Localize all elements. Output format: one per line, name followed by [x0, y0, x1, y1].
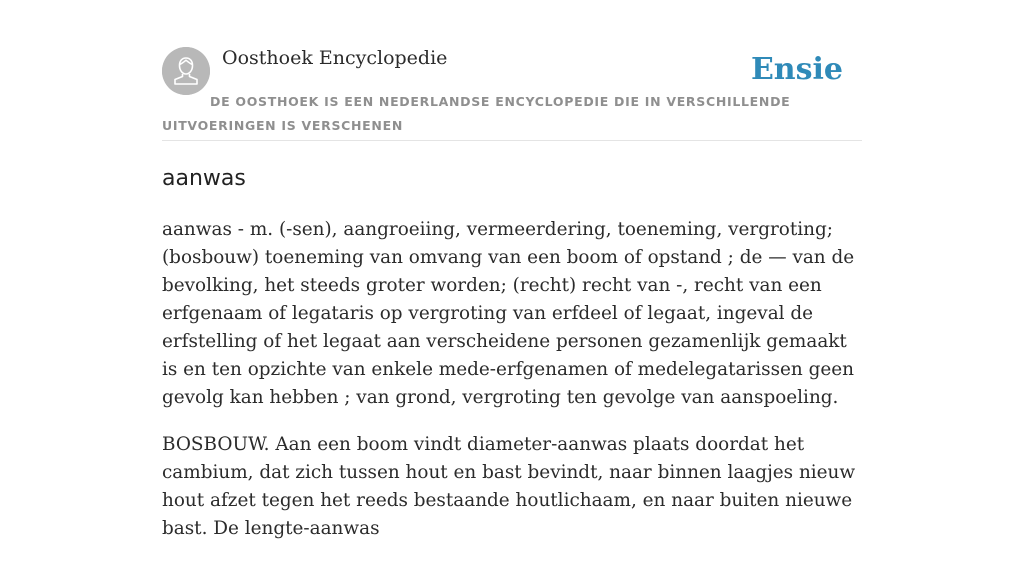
- brand-logo[interactable]: Ensie: [750, 52, 843, 87]
- site-tagline: DE OOSTHOEK IS EEN NEDERLANDSE ENCYCLOPEDIE DIE IN VERSCHILLENDE UITVOERINGEN IS VERSCHENEN: [162, 94, 791, 133]
- entry-content: [162, 216, 862, 562]
- entry-title: aanwas: [162, 166, 246, 191]
- site-name[interactable]: Oosthoek Encyclopedie: [222, 47, 448, 69]
- site-header: [162, 46, 862, 141]
- user-icon[interactable]: [162, 47, 210, 95]
- entry-paragraph: BOSBOUW. Aan een boom vindt diameter-aanwas plaats doordat het cambium, dat zich tussen hout en bast bevindt, naar binnen laagjes nieuw hout afzet tegen het reeds bestaande houtlichaam, en naar buiten nieuwe bast. De lengte-aanwas: [162, 434, 856, 539]
- entry-paragraph: aanwas - m. (-sen), aangroeiing, vermeerdering, toeneming, vergroting; (bosbouw) toeneming van omvang van een boom of opstand ; de — van de bevolking, het steeds groter worden; (recht) recht van -, recht van een erfgenaam of legataris op vergroting van erfdeel of legaat, ingeval de erfstelling of het legaat aan verscheidene personen gezamenlijk gemaakt is en ten opzichte van enkele mede-erfgenamen of medelegatarissen geen gevolg kan hebben ; van grond, vergroting ten gevolge van aanspoeling.: [162, 219, 855, 408]
